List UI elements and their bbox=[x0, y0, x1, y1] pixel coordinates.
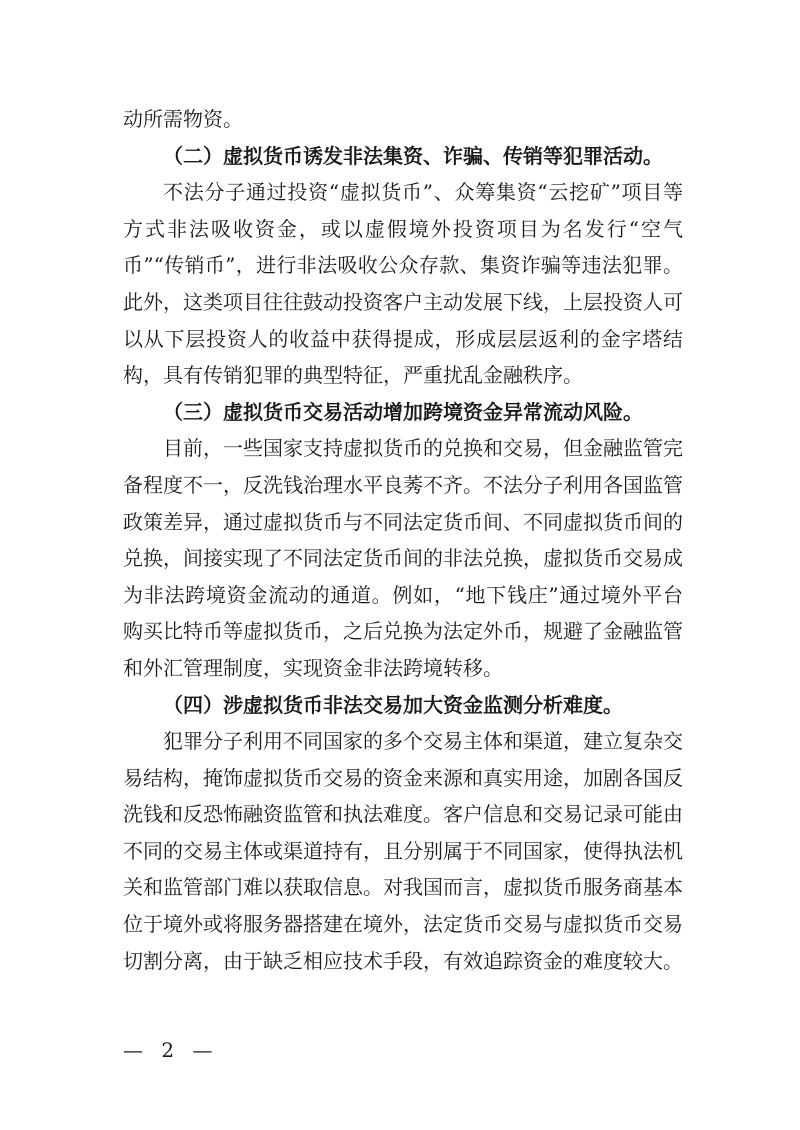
document-body bbox=[123, 101, 683, 979]
body-paragraph: 犯罪分子利用不同国家的多个交易主体和渠道，建立复杂交易结构，掩饰虚拟货币交易的资金来源和真实用途，加剧各国反洗钱和反恐怖融资监管和执法难度。客户信息和交易记录可能由不同的交易主体或渠道持有，且分别属于不同国家，使得执法机关和监管部门难以获取信息。对我国而言，虚拟货币服务商基本位于境外或将服务器搭建在境外，法定货币交易与虚拟货币交易切割分离，由于缺乏相应技术手段，有效追踪资金的难度较大。 bbox=[123, 729, 683, 973]
page-number: — 2 — bbox=[123, 1038, 219, 1062]
section-heading: （二）虚拟货币诱发非法集资、诈骗、传销等犯罪活动。 bbox=[163, 143, 663, 168]
section-heading: （三）虚拟货币交易活动增加跨境资金异常流动风险。 bbox=[163, 399, 643, 424]
body-paragraph: 不法分子通过投资“虚拟货币”、众筹集资“云挖矿”项目等方式非法吸收资金，或以虚假境外投资项目为名发行“空气币”“传销币”，进行非法吸收公众存款、集资诈骗等违法犯罪。此外，这类项目往往鼓动投资客户主动发展下线，上层投资人可以从下层投资人的收益中获得提成，形成层层返利的金字塔结构，具有传销犯罪的典型特征，严重扰乱金融秩序。 bbox=[123, 180, 683, 388]
body-paragraph: 目前，一些国家支持虚拟货币的兑换和交易，但金融监管完备程度不一，反洗钱治理水平良莠不齐。不法分子利用各国监管政策差异，通过虚拟货币与不同法定货币间、不同虚拟货币间的兑换，间接实现了不同法定货币间的非法兑换，虚拟货币交易成为非法跨境资金流动的通道。例如，“地下钱庄”通过境外平台购买比特币等虚拟货币，之后兑换为法定外币，规避了金融监管和外汇管理制度，实现资金非法跨境转移。 bbox=[123, 436, 683, 680]
section-heading: （四）涉虚拟货币非法交易加大资金监测分析难度。 bbox=[163, 692, 623, 717]
body-paragraph: 动所需物资。 bbox=[123, 107, 243, 131]
